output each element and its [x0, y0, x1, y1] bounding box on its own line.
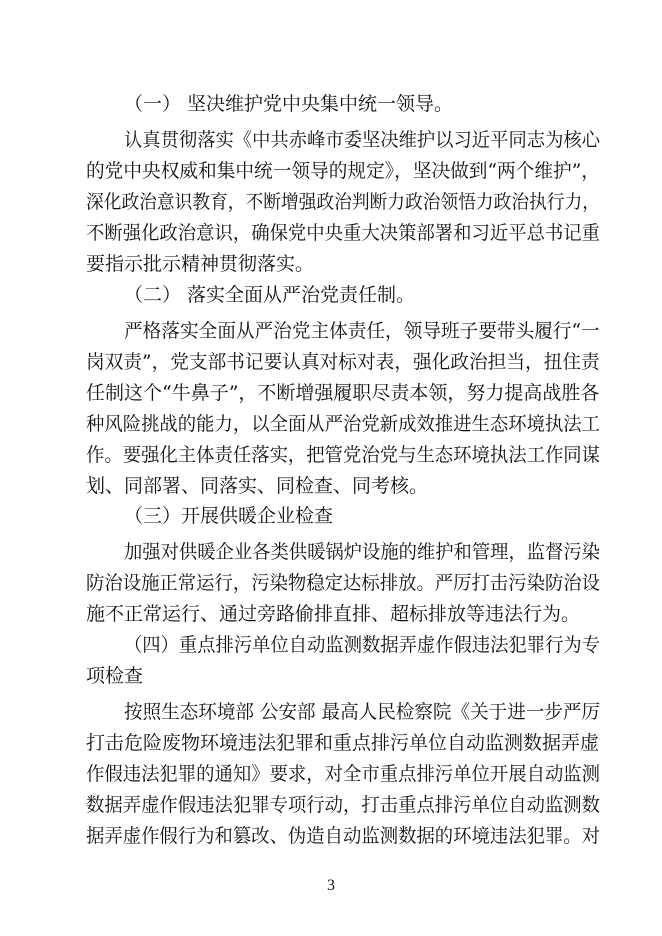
section-1-body-line-5: 要指示批示精神贯彻落实。	[86, 253, 315, 275]
section-2-body-line-6: 划、同部署、同落实、同检查、同考核。	[86, 475, 429, 497]
section-1-body-line-2: 的党中央权威和集中统一领导的规定》，坚决做到“两个维护”，	[86, 160, 600, 182]
section-1-body-line-4: 不断强化政治意识，确保党中央重大决策部署和习近平总书记重	[86, 222, 601, 244]
section-3-heading: （三）开展供暖企业检查	[124, 505, 334, 527]
section-4-heading-line-1: （四）重点排污单位自动监测数据弄虚作假违法犯罪行为专	[124, 634, 601, 656]
section-4-heading-line-2: 项检查	[86, 665, 144, 687]
section-2-body-line-5: 作。要强化主体责任落实，把管党治党与生态环境执法工作同谋	[86, 444, 601, 466]
section-4-body-line-3: 作假违法犯罪的通知》要求，对全市重点排污单位开展自动监测	[86, 763, 601, 785]
section-2-heading: （二） 落实全面从严治党责任制。	[124, 284, 416, 306]
section-3-body-line-2: 防治设施正常运行，污染物稳定达标排放。严厉打击污染防治设	[86, 572, 601, 594]
section-2-body-line-4: 种风险挑战的能力，以全面从严治党新成效推进生态环境执法工	[86, 413, 601, 435]
section-4-body-line-1: 按照生态环境部 公安部 最高人民检察院《关于进一步严厉	[124, 701, 601, 723]
section-1-body-line-3: 深化政治意识教育，不断增强政治判断力政治领悟力政治执行力，	[86, 191, 600, 213]
section-2-body-line-3: 任制这个“牛鼻子”，不断增强履职尽责本领，努力提高战胜各	[86, 382, 600, 404]
section-4-body-line-5: 据弄虚作假行为和篡改、伪造自动监测数据的环境违法犯罪。对	[86, 825, 601, 847]
section-4-body-line-4: 数据弄虚作假违法犯罪专项行动，打击重点排污单位自动监测数	[86, 794, 601, 816]
section-2-body-line-2: 岗双责”，党支部书记要认真对标对表，强化政治担当，扭住责	[86, 351, 600, 373]
section-4-body-line-2: 打击危险废物环境违法犯罪和重点排污单位自动监测数据弄虚	[86, 732, 600, 754]
section-3-body-line-3: 施不正常运行、通过旁路偷排直排、超标排放等违法行为。	[86, 603, 581, 625]
section-1-body-line-1: 认真贯彻落实《中共赤峰市委坚决维护以习近平同志为核心	[124, 129, 601, 151]
section-3-body-line-1: 加强对供暖企业各类供暖锅炉设施的维护和管理，监督污染	[124, 541, 601, 563]
section-1-heading: （一） 坚决维护党中央集中统一领导。	[124, 93, 454, 115]
page-number: 3	[327, 877, 335, 894]
section-2-body-line-1: 严格落实全面从严治党主体责任，领导班子要带头履行“一	[124, 320, 600, 342]
